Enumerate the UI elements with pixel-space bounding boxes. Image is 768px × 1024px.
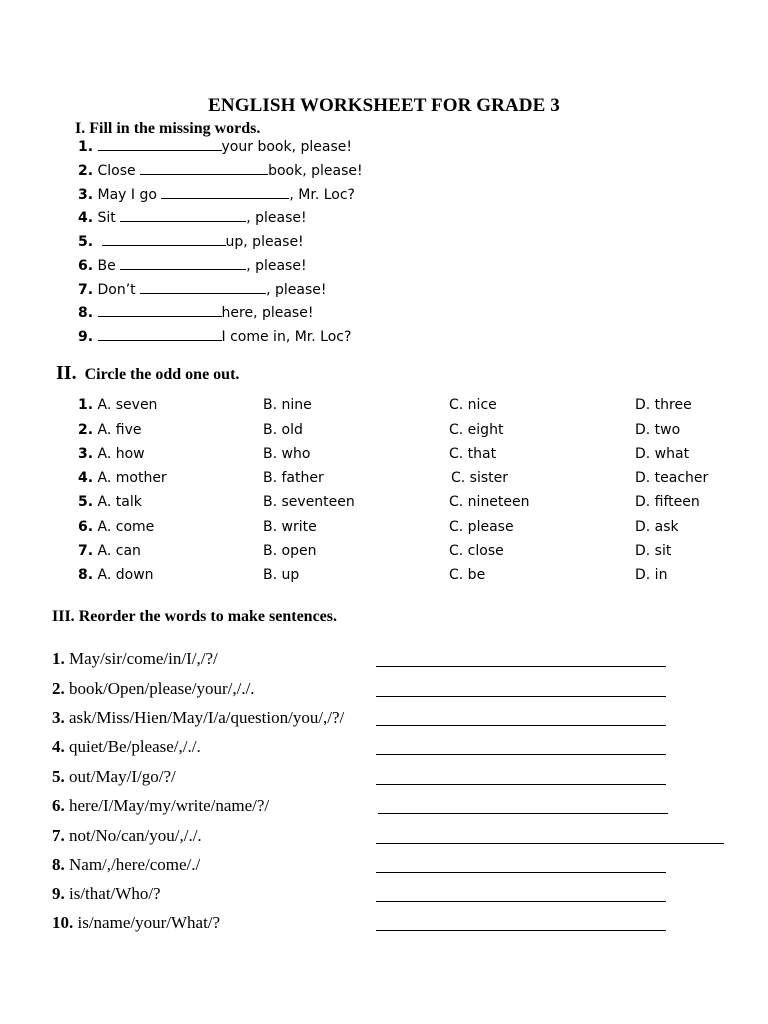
answer-blank[interactable]	[120, 255, 246, 270]
option-c[interactable]: C. eight	[449, 422, 504, 438]
option-d[interactable]: D. teacher	[635, 470, 709, 486]
section-2-numeral: II.	[56, 362, 77, 384]
section-1-numeral: I.	[75, 120, 86, 137]
odd-item-1-number-a: 1. A. seven	[78, 397, 158, 413]
section-3-heading	[52, 608, 337, 626]
option-c[interactable]: C. that	[449, 446, 497, 462]
reorder-item-5: 5. out/May/I/go/?/	[52, 767, 176, 786]
answer-blank[interactable]	[120, 207, 246, 222]
option-a[interactable]: A. come	[97, 519, 155, 535]
answer-blank[interactable]	[161, 184, 289, 199]
option-b[interactable]: B. up	[263, 567, 300, 583]
answer-line[interactable]	[376, 783, 666, 785]
odd-item-2-number-a: 2. A. five	[78, 422, 142, 438]
page-title: ENGLISH WORKSHEET FOR GRADE 3	[208, 95, 560, 116]
option-c[interactable]: C. be	[449, 567, 486, 583]
section-2-heading	[56, 362, 239, 385]
option-a[interactable]: A. down	[97, 567, 154, 583]
answer-blank[interactable]	[98, 136, 222, 151]
option-a[interactable]: A. can	[97, 543, 141, 559]
option-a[interactable]: A. how	[97, 446, 145, 462]
answer-blank[interactable]	[140, 279, 266, 294]
option-d[interactable]: D. ask	[635, 519, 679, 535]
option-c[interactable]: C. nice	[449, 397, 497, 413]
fill-item-8: 8. here, please!	[78, 302, 313, 323]
reorder-item-10: 10. is/name/your/What/?	[52, 913, 221, 932]
fill-item-9: 9. I come in, Mr. Loc?	[78, 326, 351, 347]
option-d[interactable]: D. sit	[635, 543, 672, 559]
fill-item-2: 2. Close book, please!	[78, 160, 363, 181]
section-3-title: Reorder the words to make sentences.	[78, 608, 338, 625]
answer-line[interactable]	[376, 665, 666, 667]
option-b[interactable]: B. father	[263, 470, 324, 486]
section-3-numeral: III.	[52, 608, 75, 625]
answer-line[interactable]	[378, 812, 668, 814]
option-b[interactable]: B. old	[263, 422, 303, 438]
reorder-item-8: 8. Nam/,/here/come/./	[52, 855, 201, 874]
option-c[interactable]: C. sister	[451, 470, 509, 486]
fill-item-4: 4. Sit , please!	[78, 207, 307, 228]
option-c[interactable]: C. close	[449, 543, 504, 559]
odd-item-4-number-a: 4. A. mother	[78, 470, 167, 486]
option-b[interactable]: B. who	[263, 446, 311, 462]
option-b[interactable]: B. nine	[263, 397, 312, 413]
section-2-title: Circle the odd one out.	[84, 366, 240, 383]
answer-blank[interactable]	[98, 302, 222, 317]
option-a[interactable]: A. seven	[97, 397, 158, 413]
option-c[interactable]: C. please	[449, 519, 514, 535]
option-a[interactable]: A. mother	[97, 470, 167, 486]
reorder-item-4: 4. quiet/Be/please/,/./.	[52, 737, 201, 756]
reorder-item-9: 9. is/that/Who/?	[52, 884, 161, 903]
odd-item-3-number-a: 3. A. how	[78, 446, 145, 462]
answer-line[interactable]	[376, 695, 666, 697]
fill-item-5: 5. up, please!	[78, 231, 304, 252]
option-c[interactable]: C. nineteen	[449, 494, 530, 510]
odd-item-8-number-a: 8. A. down	[78, 567, 154, 583]
option-d[interactable]: D. fifteen	[635, 494, 700, 510]
fill-item-1: 1. your book, please!	[78, 136, 352, 157]
reorder-item-6: 6. here/I/May/my/write/name/?/	[52, 796, 270, 815]
option-b[interactable]: B. open	[263, 543, 317, 559]
odd-item-6-number-a: 6. A. come	[78, 519, 155, 535]
answer-line[interactable]	[376, 842, 724, 844]
answer-line[interactable]	[376, 753, 666, 755]
reorder-item-3: 3. ask/Miss/Hien/May/I/a/question/you/,/?/	[52, 708, 345, 727]
answer-line[interactable]	[376, 871, 666, 873]
reorder-item-7: 7. not/No/can/you/,/./.	[52, 826, 202, 845]
answer-blank[interactable]	[102, 231, 226, 246]
option-d[interactable]: D. in	[635, 567, 668, 583]
answer-line[interactable]	[376, 724, 666, 726]
odd-item-7-number-a: 7. A. can	[78, 543, 141, 559]
answer-blank[interactable]	[140, 160, 268, 175]
option-d[interactable]: D. what	[635, 446, 690, 462]
answer-line[interactable]	[376, 900, 666, 902]
option-b[interactable]: B. seventeen	[263, 494, 355, 510]
option-b[interactable]: B. write	[263, 519, 317, 535]
section-1-title: Fill in the missing words.	[89, 120, 261, 137]
item-number: 1.	[78, 139, 94, 155]
reorder-item-2: 2. book/Open/please/your/,/./.	[52, 679, 255, 698]
option-a[interactable]: A. talk	[97, 494, 142, 510]
fill-item-6: 6. Be , please!	[78, 255, 307, 276]
fill-item-7: 7. Don’t , please!	[78, 279, 327, 300]
option-a[interactable]: A. five	[97, 422, 142, 438]
odd-item-5-number-a: 5. A. talk	[78, 494, 142, 510]
fill-item-3: 3. May I go , Mr. Loc?	[78, 184, 355, 205]
reorder-item-1: 1. May/sir/come/in/I/,/?/	[52, 649, 218, 668]
answer-line[interactable]	[376, 929, 666, 931]
option-d[interactable]: D. three	[635, 397, 692, 413]
answer-blank[interactable]	[98, 326, 222, 341]
option-d[interactable]: D. two	[635, 422, 681, 438]
